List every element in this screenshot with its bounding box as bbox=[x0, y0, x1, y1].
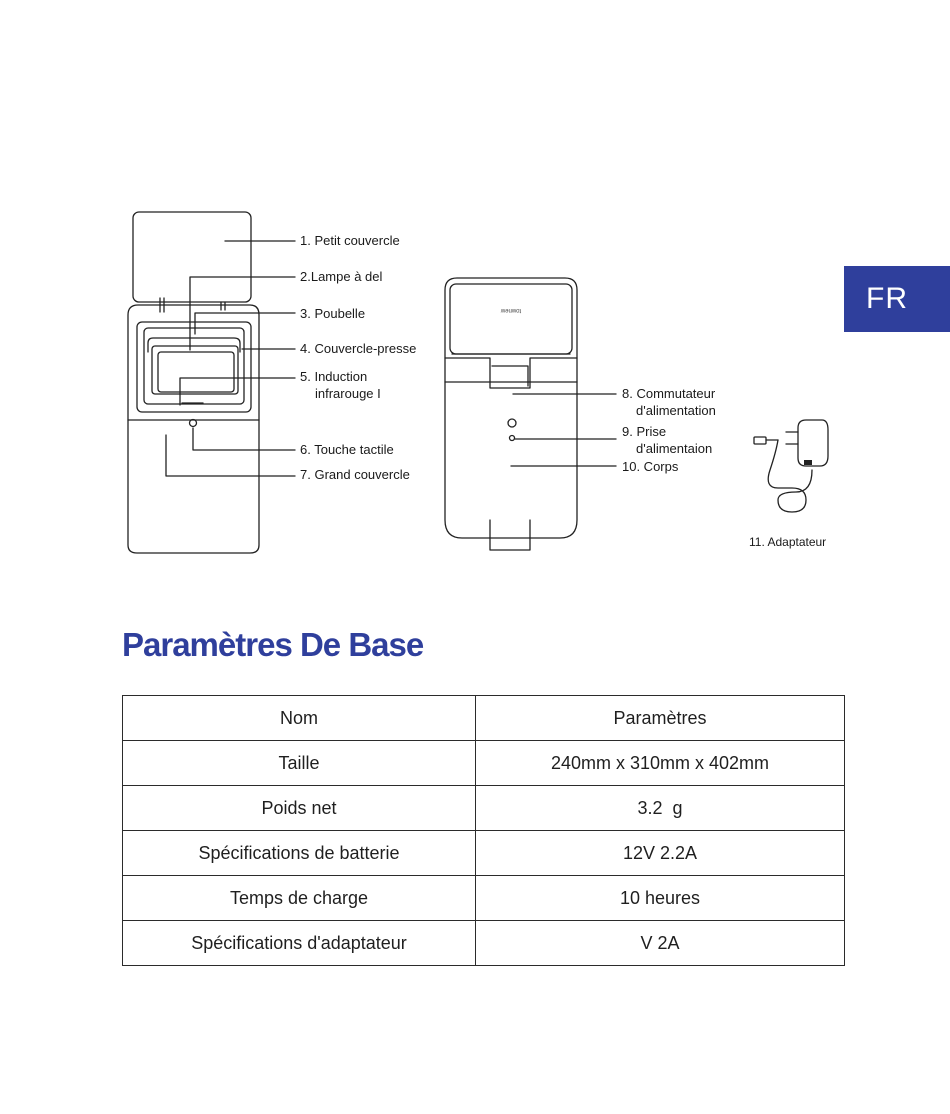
label-alimentaion: d'alimentaion bbox=[636, 441, 713, 456]
language-tab: FR bbox=[844, 266, 950, 332]
table-cell: 12V 2.2A bbox=[476, 831, 845, 876]
table-cell: V 2A bbox=[476, 921, 845, 966]
bin-back-illustration bbox=[445, 278, 577, 550]
label-corps: 10. Corps bbox=[622, 459, 679, 474]
section-title: Paramètres De Base bbox=[122, 626, 424, 663]
table-cell: Spécifications d'adaptateur bbox=[123, 921, 476, 966]
table-cell: Spécifications de batterie bbox=[123, 831, 476, 876]
table-row bbox=[123, 741, 845, 786]
brand-logo: townew bbox=[500, 307, 522, 313]
table-cell: 3.2 g bbox=[476, 786, 845, 831]
header-cell: Nom bbox=[123, 696, 476, 741]
label-lampe: 2.Lampe à del bbox=[300, 269, 383, 284]
header-cell: Paramètres bbox=[476, 696, 845, 741]
label-poubelle: 3. Poubelle bbox=[300, 306, 366, 321]
label-petit-couvercle: 1. Petit couvercle bbox=[300, 233, 400, 248]
table-row bbox=[123, 876, 845, 921]
label-infrarouge: infrarouge I bbox=[315, 386, 381, 401]
table-cell: 10 heures bbox=[476, 876, 845, 921]
label-induction: 5. Induction bbox=[300, 369, 368, 384]
adapter-illustration bbox=[754, 420, 828, 512]
table-cell: Temps de charge bbox=[123, 876, 476, 921]
label-adaptateur: 11. Adaptateur bbox=[749, 535, 827, 549]
table-header-row bbox=[123, 696, 845, 741]
label-prise: 9. Prise bbox=[622, 424, 667, 439]
label-touche-tactile: 6. Touche tactile bbox=[300, 442, 394, 457]
label-commutateur: 8. Commutateur bbox=[622, 386, 716, 401]
spec-table bbox=[122, 695, 845, 966]
label-couvercle-presse: 4. Couvercle-presse bbox=[300, 341, 417, 356]
table-row bbox=[123, 921, 845, 966]
table-row bbox=[123, 786, 845, 831]
label-alimentation: d'alimentation bbox=[636, 403, 716, 418]
table-cell: Poids net bbox=[123, 786, 476, 831]
table-cell: Taille bbox=[123, 741, 476, 786]
bin-front-illustration bbox=[128, 212, 259, 553]
table-row bbox=[123, 831, 845, 876]
label-grand-couvercle: 7. Grand couvercle bbox=[300, 467, 410, 482]
table-cell: 240mm x 310mm x 402mm bbox=[476, 741, 845, 786]
